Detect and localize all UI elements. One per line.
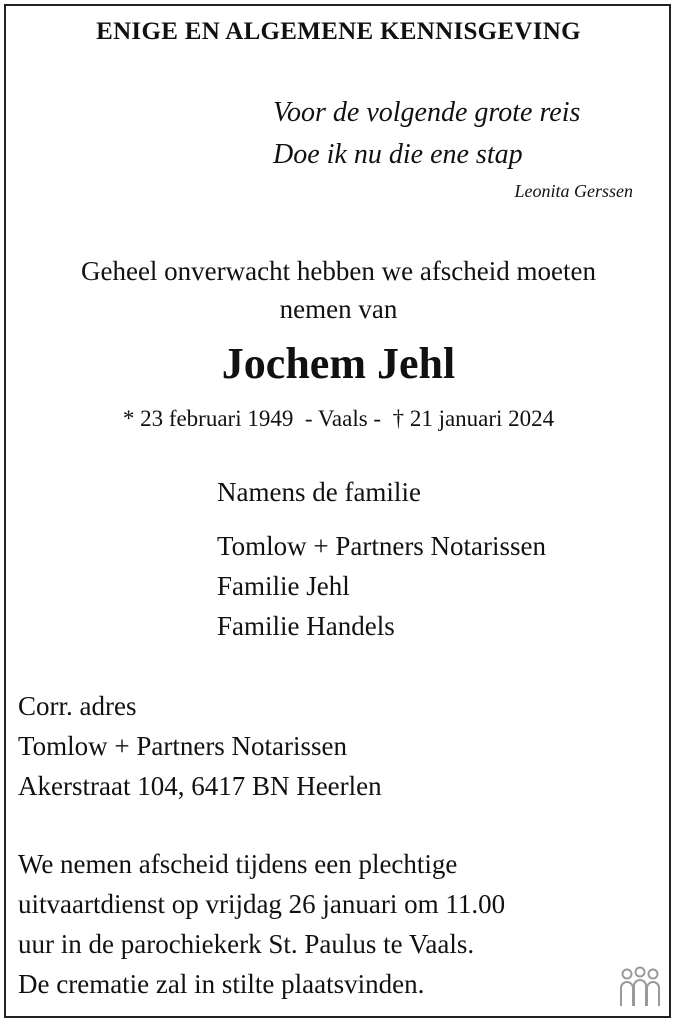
service-details [18, 844, 505, 1004]
intro-text [0, 252, 677, 328]
poem-line: Voor de volgende grote reis [273, 97, 581, 128]
deceased-name: Jochem Jehl [221, 339, 456, 388]
family-list [217, 526, 546, 646]
announcement-heading: ENIGE EN ALGEMENE KENNISGEVING [96, 18, 581, 45]
service-line: De crematie zal in stilte plaatsvinden. [18, 969, 425, 999]
service-line: uur in de parochiekerk St. Paulus te Vaals. [18, 929, 475, 959]
poem [273, 92, 653, 176]
address-line: Corr. adres [18, 691, 137, 721]
family-label: Namens de familie [217, 477, 421, 507]
family-member: Tomlow + Partners Notarissen [217, 531, 547, 561]
service-line: uitvaartdienst op vrijdag 26 januari om 11.00 [18, 889, 506, 919]
family-member: Familie Handels [217, 611, 395, 641]
correspondence-address [18, 686, 382, 806]
intro-line: Geheel onverwacht hebben we afscheid moeten [80, 256, 597, 286]
service-line: We nemen afscheid tijdens een plechtige [18, 849, 458, 879]
address-line: Akerstraat 104, 6417 BN Heerlen [18, 771, 382, 801]
poem-line: Doe ik nu die ene stap [273, 139, 523, 170]
family-member: Familie Jehl [217, 571, 350, 601]
intro-line: nemen van [279, 294, 398, 324]
people-group-icon [618, 966, 662, 1010]
address-line: Tomlow + Partners Notarissen [18, 731, 348, 761]
life-dates: * 23 februari 1949 - Vaals - † 21 januari 2024 [122, 406, 555, 431]
poem-author: Leonita Gerssen [514, 181, 633, 201]
